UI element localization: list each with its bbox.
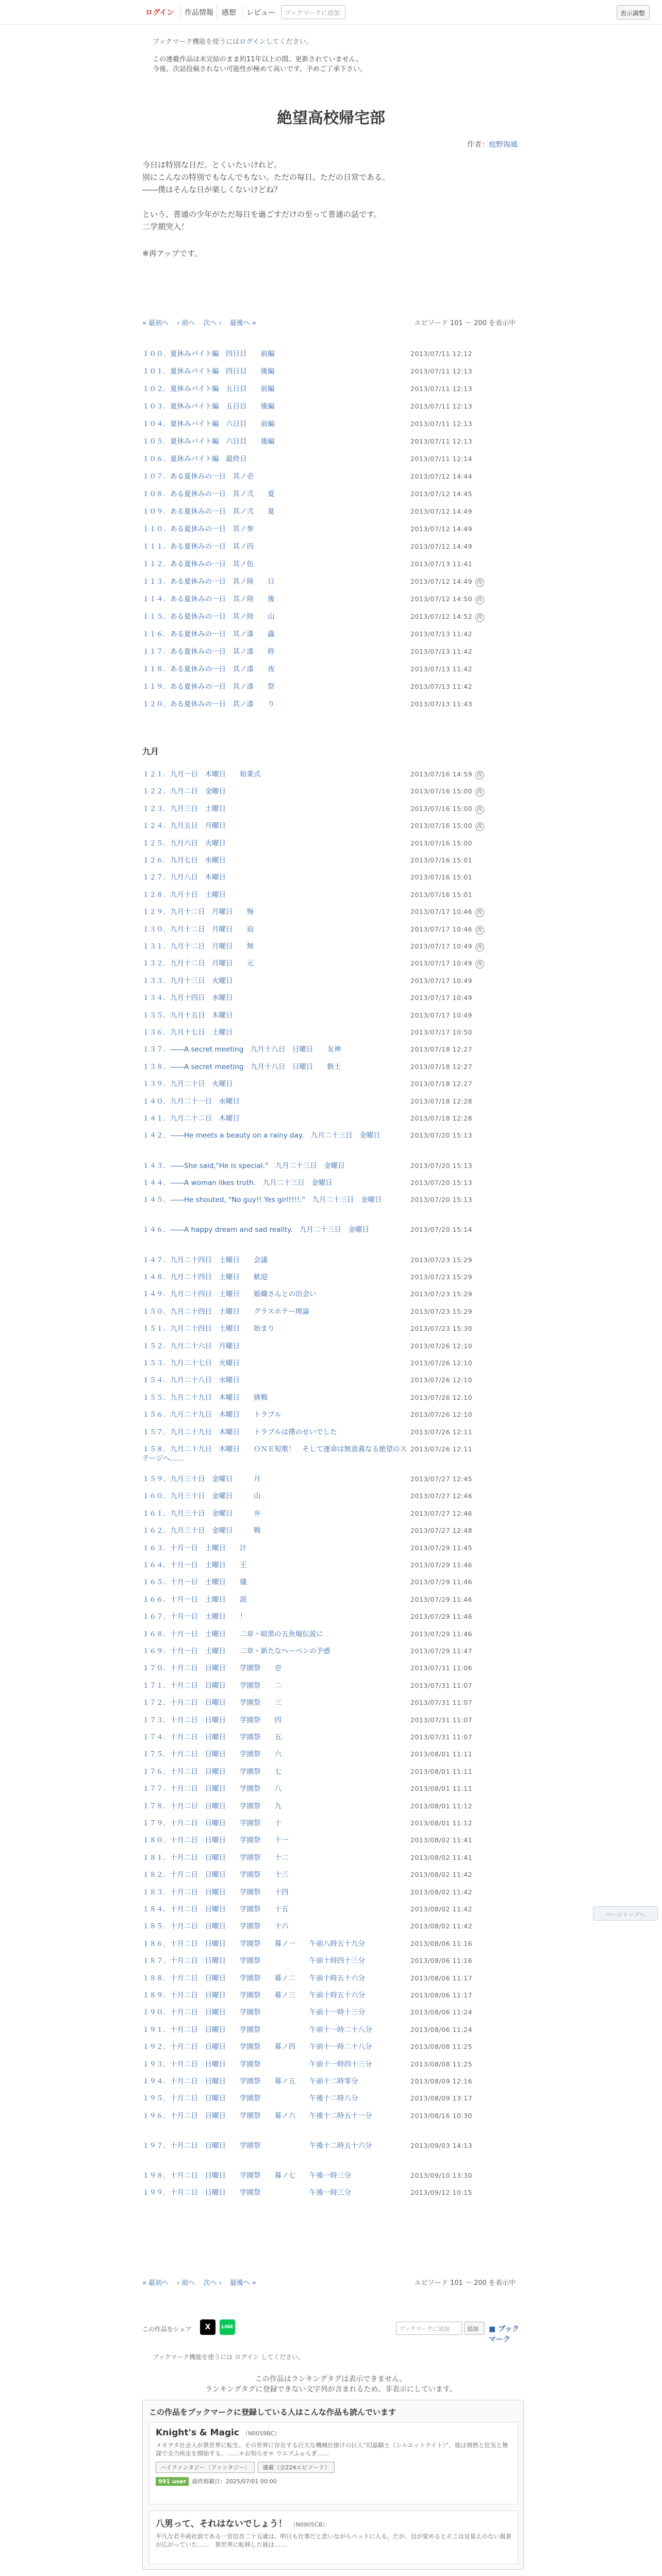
episode-link[interactable]: １６０．九月三十日 金曜日 山: [142, 1492, 261, 1501]
episode-link[interactable]: １８８．十月二日 日曜日 学園祭 幕ノ二 午前十時五十六分: [142, 1974, 365, 1982]
episode-date: 2013/07/18 12:28: [410, 1114, 473, 1122]
episode-link[interactable]: １５２．九月二十六日 月曜日: [142, 1342, 240, 1350]
episode-link[interactable]: １７６．十月二日 日曜日 学園祭 七: [142, 1767, 282, 1776]
episode-link[interactable]: １５３．九月二十七日 火曜日: [142, 1359, 240, 1367]
pager-last[interactable]: 最後へ »: [229, 2279, 256, 2287]
episode-date: 2013/07/16 14:59 改: [410, 770, 484, 779]
episode-link[interactable]: １３１．九月十二日 月曜日 無: [142, 942, 254, 951]
episode-date: 2013/08/02 11:41: [410, 1853, 473, 1861]
episode-date: 2013/07/20 15:13: [410, 1131, 473, 1140]
episode-date: 2013/08/06 11:24: [410, 2025, 473, 2033]
episode-date: 2013/07/23 15:29: [410, 1273, 473, 1281]
recommendation-card[interactable]: [149, 2511, 518, 2564]
episode-link[interactable]: １２４．九月五日 月曜日: [142, 822, 226, 831]
episode-date: 2013/07/31 11:07: [410, 1716, 473, 1724]
novel-summary: [142, 159, 524, 272]
episode-link[interactable]: １４４．――A woman likes truth. 九月二十三日 金曜日: [142, 1178, 333, 1187]
revised-badge: 改: [475, 596, 484, 604]
pager-count: エピソード 101 ～ 200 を表示中: [414, 2279, 516, 2287]
revised-badge: 改: [475, 788, 484, 796]
episode-date: 2013/08/06 11:16: [410, 1957, 473, 1965]
episode-link[interactable]: １６６．十月一日 土曜日 説: [142, 1595, 247, 1604]
episode-link[interactable]: １２６．九月七日 水曜日: [142, 856, 226, 865]
episode-link[interactable]: １０７．ある夏休みの一日 其ノ壱: [142, 472, 254, 481]
episode-date: 2013/07/16 15:01: [410, 856, 473, 864]
episode-link[interactable]: １７５．十月二日 日曜日 学園祭 六: [142, 1750, 282, 1759]
episode-date: 2013/08/06 11:24: [410, 2008, 473, 2016]
episode-date: 2013/08/09 12:16: [410, 2077, 473, 2085]
episode-date: 2013/08/01 11:11: [410, 1750, 473, 1758]
line-share-icon[interactable]: LINE: [220, 2319, 235, 2335]
episode-link[interactable]: １９１．十月二日 日曜日 学園祭 午前十一時二十八分: [142, 2025, 372, 2034]
episode-date: 2013/07/11 12:13: [410, 385, 473, 393]
episode-date: 2013/07/12 14:49 改: [410, 577, 484, 587]
pager-bottom: [142, 2277, 524, 2287]
episode-date: 2013/07/17 10:49: [410, 994, 473, 1002]
summary-paragraph: という、普通の少年がただ毎日を過ごすだけの至って普通の話です。 二学期突入！: [142, 210, 382, 231]
revised-badge: 改: [475, 578, 484, 587]
episode-date: 2013/07/31 11:07: [410, 1681, 473, 1689]
episode-date: 2013/08/01 11:11: [410, 1767, 473, 1775]
episode-date: 2013/07/12 14:44: [410, 472, 473, 480]
episode-date: 2013/07/12 14:45: [410, 490, 473, 498]
card-title[interactable]: Knight's & Magic: [156, 2428, 239, 2438]
episode-link[interactable]: １９３．十月二日 日曜日 学園祭 午前十一時四十三分: [142, 2060, 372, 2069]
episode-date: 2013/08/08 11:25: [410, 2043, 473, 2051]
episode-link[interactable]: １５７．九月二十九日 木曜日 トラブルは僕のせいでした: [142, 1428, 337, 1436]
episode-link[interactable]: １８０．十月二日 日曜日 学園祭 十一: [142, 1836, 289, 1845]
divider: [242, 5, 243, 19]
episode-link[interactable]: １９８．十月二日 日曜日 学園祭 幕ノ七 午後一時三分: [142, 2172, 351, 2180]
novel-title: 絶望高校帰宅部: [277, 109, 385, 127]
recommendations-panel: [142, 2400, 524, 2570]
episode-link[interactable]: １２７．九月八日 木曜日: [142, 873, 226, 882]
episode-date: 2013/07/29 11:46: [410, 1595, 473, 1603]
episode-date: 2013/07/12 14:49: [410, 507, 473, 515]
episode-date: 2013/07/23 15:29: [410, 1290, 473, 1298]
episode-date: 2013/07/11 12:13: [410, 402, 473, 410]
episode-link[interactable]: １９６．十月二日 日曜日 学園祭 幕ノ六 午後十二時五十一分: [142, 2111, 372, 2120]
pager-first[interactable]: « 最初へ: [142, 2279, 169, 2287]
episode-link[interactable]: １６１．九月三十日 金曜日 弁: [142, 1509, 261, 1518]
bookmark-notice: ブックマーク機能を使うにはログインしてください。: [153, 38, 313, 46]
episode-date: 2013/07/11 12:12: [410, 350, 473, 358]
author-line: 作者：庭野海風: [467, 141, 518, 149]
episode-link[interactable]: １３２．九月十二日 月曜日 元: [142, 959, 254, 968]
episode-link[interactable]: １０３．夏休みバイト編 五日目 後編: [142, 402, 275, 411]
episode-link[interactable]: １８５．十月二日 日曜日 学園祭 十六: [142, 1922, 289, 1931]
episode-link[interactable]: １３７．――A secret meeting 九月十八日 日曜日 友神: [142, 1045, 341, 1054]
ranking-notice: [0, 2374, 662, 2395]
episode-link[interactable]: １７３．十月二日 日曜日 学園祭 四: [142, 1716, 282, 1724]
episode-date: 2013/07/26 12:10: [410, 1393, 473, 1401]
summary-paragraph: 今日は特別な日だ。とくいたいけれど。 別にこんなの特別でもなんでもない。ただの毎日。ただの日常である。 ――僕はそんな日が楽しくないけどね？: [142, 160, 390, 194]
episode-date: 2013/07/16 15:00 改: [410, 787, 484, 796]
episode-date: 2013/07/18 12:27: [410, 1062, 473, 1071]
episode-link[interactable]: １８３．十月二日 日曜日 学園祭 十四: [142, 1888, 289, 1896]
episode-link[interactable]: １５９．九月三十日 金曜日 月: [142, 1475, 261, 1483]
episode-link[interactable]: １３９．九月二十日 火曜日: [142, 1080, 233, 1089]
login-link[interactable]: ログイン: [145, 9, 174, 17]
episode-date: 2013/07/11 12:14: [410, 455, 473, 463]
episode-link[interactable]: １１６．ある夏休みの一日 其ノ漆 蟲: [142, 630, 275, 638]
episode-date: 2013/09/10 13:30: [410, 2172, 473, 2179]
card-code: （N0905CB）: [290, 2521, 328, 2528]
episode-link[interactable]: １２５．九月六日 火曜日: [142, 839, 226, 848]
episode-link[interactable]: １２９．九月十二日 月曜日 悔: [142, 908, 254, 917]
episode-link[interactable]: １６７．十月一日 土曜日 ！: [142, 1613, 247, 1621]
episode-date: 2013/07/20 15:13: [410, 1178, 473, 1187]
episode-link[interactable]: １１２．ある夏休みの一日 其ノ伍: [142, 560, 254, 568]
bookmark-login-note: ブックマーク機能を使うには ログイン してください。: [153, 2353, 305, 2361]
episode-date: 2013/07/20 15:13: [410, 1161, 473, 1170]
pager-prev[interactable]: ‹ 前へ: [177, 319, 195, 327]
episode-link[interactable]: １５５．九月二十九日 木曜日 挑戦: [142, 1393, 268, 1402]
episode-date: 2013/07/17 10:46 改: [410, 925, 484, 935]
episode-date: 2013/07/29 11:46: [410, 1613, 473, 1621]
episode-link[interactable]: １３０．九月十二日 月曜日 迫: [142, 925, 254, 934]
card-description: 平凡な若手商社員である一宮信吾二十五歳は、明日も仕事だと思いながらベッドに入る。だが、目が覚めるとそこは見覚えのない風景が広がっていた…… 異世界に転移した彼は……: [156, 2533, 511, 2548]
episode-date: 2013/07/26 12:10: [410, 1411, 473, 1419]
notice-line: この連載作品は未完結のまま約11年以上の間、更新されていません。: [153, 56, 363, 63]
episode-link[interactable]: １０９．ある夏休みの一日 其ノ弐 夏: [142, 507, 275, 516]
rank-line: ランキングタグに登録できない文字列が含まれるため、非表示にしています。: [205, 2385, 457, 2394]
top-bar: [0, 0, 662, 25]
episode-link[interactable]: １７１．十月二日 日曜日 学園祭 二: [142, 1681, 282, 1690]
episode-link[interactable]: １８４．十月二日 日曜日 学園祭 十五: [142, 1905, 289, 1913]
notice-line: 今後、次話投稿されない可能性が極めて高いです。予めご了承下さい。: [153, 65, 367, 73]
episode-date: 2013/08/16 10:30: [410, 2111, 473, 2120]
episode-link[interactable]: １３５．九月十五日 木曜日: [142, 1011, 233, 1020]
episode-date: 2013/07/26 12:10: [410, 1342, 473, 1350]
episode-date: 2013/07/23 15:30: [410, 1325, 473, 1333]
episode-date: 2013/08/02 11:42: [410, 1905, 473, 1913]
nav-review[interactable]: レビュー: [246, 9, 275, 17]
rank-line: この作品はランキングタグは表示できません。: [255, 2375, 407, 2383]
episode-date: 2013/07/16 15:01: [410, 873, 473, 882]
share-label: この作品をシェア: [142, 2326, 192, 2333]
episode-date: 2013/07/18 12:28: [410, 1097, 473, 1105]
episode-date: 2013/07/16 15:00: [410, 839, 473, 847]
episode-link[interactable]: １２１．九月一日 木曜日 始業式: [142, 770, 261, 778]
episode-link[interactable]: １９０．十月二日 日曜日 学園祭 午前十一時十三分: [142, 2008, 365, 2017]
episode-link[interactable]: １６２．九月三十日 金曜日 戦: [142, 1527, 261, 1535]
episode-link[interactable]: １１３．ある夏休みの一日 其ノ陸 日: [142, 578, 275, 586]
episode-date: 2013/07/27 12:46: [410, 1509, 473, 1517]
episode-date: 2013/07/20 15:13: [410, 1196, 473, 1204]
episode-date: 2013/07/13 11:42: [410, 648, 473, 655]
episode-date: 2013/08/06 11:17: [410, 1991, 473, 1999]
episode-date: 2013/07/13 11:42: [410, 630, 473, 638]
episode-link[interactable]: １０１．夏休みバイト編 四日目 後編: [142, 367, 275, 376]
episode-link[interactable]: １１４．ある夏休みの一日 其ノ陸 後: [142, 595, 275, 603]
recommendations-heading: この作品をブックマークに登録している人はこんな作品も読んでいます: [149, 2408, 396, 2417]
episode-link[interactable]: １５０．九月二十四日 土曜日 グラスホテー理論: [142, 1307, 309, 1316]
episode-link[interactable]: １１７．ある夏休みの一日 其ノ漆 終: [142, 648, 275, 656]
episode-link[interactable]: １０６．夏休みバイト編 最終日: [142, 455, 247, 463]
bookmark-link[interactable]: ■ ブックマーク: [489, 2325, 520, 2344]
episode-date: 2013/07/27 12:48: [410, 1527, 473, 1535]
episode-date: 2013/09/03 14:13: [410, 2141, 473, 2149]
episode-link[interactable]: １６４．十月一日 土曜日 王: [142, 1561, 247, 1569]
episode-date: 2013/07/18 12:27: [410, 1080, 473, 1088]
episode-date: 2013/07/29 11:47: [410, 1647, 473, 1655]
episode-date: 2013/07/29 11:46: [410, 1630, 473, 1638]
episode-date: 2013/08/09 13:17: [410, 2094, 473, 2103]
episode-link[interactable]: １５４．九月二十八日 水曜日: [142, 1376, 240, 1385]
pager-first[interactable]: « 最初へ: [142, 319, 169, 327]
episode-link[interactable]: １０５．夏休みバイト編 六日目 後編: [142, 437, 275, 446]
episode-link[interactable]: １４７．九月二十四日 土曜日 会議: [142, 1256, 268, 1264]
episode-link[interactable]: １５６．九月二十九日 木曜日 トラブル: [142, 1411, 282, 1419]
episode-date: 2013/08/02 11:42: [410, 1871, 473, 1879]
card-updated: 最終掲載日：2025/07/01 00:00: [192, 2478, 277, 2485]
episode-link[interactable]: １８２．十月二日 日曜日 学園祭 十三: [142, 1871, 289, 1879]
episode-link[interactable]: １４２．――He meets a beauty on a rainy day. 九月二十三日 金曜日: [142, 1131, 380, 1140]
episode-link[interactable]: １２２．九月二日 金曜日: [142, 787, 226, 796]
card-tags: [156, 2462, 511, 2473]
card-tag[interactable]: ハイファンタジー〔ファンタジー〕: [156, 2462, 255, 2473]
episode-date: 2013/08/02 11:41: [410, 1836, 473, 1844]
episode-date: 2013/07/23 15:29: [410, 1307, 473, 1315]
episode-link[interactable]: １８７．十月二日 日曜日 学園祭 午前十時四十三分: [142, 1957, 365, 1965]
bookmark-input[interactable]: ブックマークに追加: [396, 2321, 462, 2335]
card-title[interactable]: 八男って、それはないでしょう！: [156, 2519, 287, 2529]
episode-link[interactable]: １６３．十月一日 土曜日 汁: [142, 1544, 247, 1552]
episode-link[interactable]: １４３．――She said,"He is special." 九月二十三日 金曜日: [142, 1161, 345, 1170]
episode-date: 2013/07/17 10:46 改: [410, 907, 484, 917]
episode-date: 2013/07/29 11:46: [410, 1578, 473, 1586]
episode-link[interactable]: １１５．ある夏休みの一日 其ノ陸 山: [142, 613, 275, 621]
card-meta: [156, 2477, 511, 2485]
card-description: メカヲタ社会人が異世界に転生。その世界に存在する巨大な機械仕掛けの巨人“幻晶騎士（シルエットナイト）”、彼は情熱と狂気と無謀で全力疾走を開始する。……＊お知らせ＊ ウエブふぉらぎ……: [156, 2442, 508, 2457]
episode-date: 2013/07/26 12:11: [410, 1428, 473, 1436]
episode-link[interactable]: １８１．十月二日 日曜日 学園祭 十二: [142, 1853, 289, 1862]
episode-date: 2013/07/11 12:13: [410, 437, 473, 445]
x-share-icon[interactable]: X: [200, 2319, 216, 2335]
episode-date: 2013/07/26 12:10: [410, 1359, 473, 1367]
bookmark-add-button[interactable]: 追加: [464, 2321, 485, 2335]
episode-date: 2013/07/29 11:45: [410, 1544, 473, 1552]
revised-badge: 改: [475, 943, 484, 952]
chapter-title: 九月: [142, 747, 159, 756]
card-code: （N0059BC）: [242, 2430, 280, 2437]
episode-link[interactable]: １９７．十月二日 日曜日 学園祭 午後十二時五十六分: [142, 2141, 372, 2150]
episode-date: 2013/07/12 14:52 改: [410, 612, 484, 622]
pager-count: エピソード 101 ～ 200 を表示中: [414, 319, 516, 327]
recommendation-card[interactable]: [149, 2422, 518, 2504]
revised-badge: 改: [475, 926, 484, 935]
episode-date: 2013/07/12 14:50 改: [410, 595, 484, 604]
page-top-button[interactable]: ページトップへ: [593, 1906, 658, 1921]
episode-date: 2013/07/11 12:13: [410, 420, 473, 428]
episode-link[interactable]: １２０．ある夏休みの一日 其ノ漆 り: [142, 700, 275, 708]
episode-link[interactable]: １２８．九月十日 土曜日: [142, 890, 226, 899]
episode-date: 2013/07/13 11:42: [410, 665, 473, 673]
nav-novel-info[interactable]: 作品情報: [185, 9, 213, 17]
revised-badge: 改: [475, 822, 484, 831]
episode-date: 2013/07/17 10:49: [410, 1011, 473, 1019]
episode-date: 2013/07/31 11:07: [410, 1699, 473, 1707]
episode-date: 2013/07/26 12:11: [410, 1445, 473, 1453]
episode-link[interactable]: １１０．ある夏休みの一日 其ノ参: [142, 525, 254, 533]
episode-link[interactable]: １７０．十月二日 日曜日 学園祭 壱: [142, 1664, 282, 1673]
discontinued-notice: [153, 55, 367, 74]
episode-date: 2013/09/12 10:15: [410, 2189, 473, 2197]
episode-link[interactable]: １７９．十月二日 日曜日 学園祭 十: [142, 1819, 282, 1827]
episode-date: 2013/07/23 15:29: [410, 1256, 473, 1264]
episode-date: 2013/07/31 11:06: [410, 1664, 473, 1672]
episode-link[interactable]: １４６．――A happy dream and sad reality. 九月二十三日 金曜日: [142, 1226, 369, 1234]
share-bar: [142, 2317, 524, 2344]
episode-date: 2013/07/16 15:00 改: [410, 821, 484, 831]
episode-date: 2013/08/01 11:12: [410, 1819, 473, 1827]
episode-link[interactable]: １１９．ある夏休みの一日 其ノ漆 祭: [142, 683, 275, 691]
episode-link[interactable]: １３８．――A secret meeting 九月十八日 日曜日 骸士: [142, 1062, 341, 1071]
episode-date: 2013/07/16 15:01: [410, 890, 473, 899]
episode-link[interactable]: １７８．十月二日 日曜日 学園祭 九: [142, 1802, 282, 1810]
revised-badge: 改: [475, 960, 484, 969]
author-link[interactable]: 庭野海風: [489, 141, 518, 149]
episode-date: 2013/07/13 11:43: [410, 700, 473, 708]
episode-link[interactable]: １０２．夏休みバイト編 五日目 前編: [142, 385, 275, 393]
episode-link[interactable]: １３３．九月十三日 火曜日: [142, 976, 233, 985]
episode-link[interactable]: １５１．九月二十四日 土曜日 始まり: [142, 1325, 275, 1333]
revised-badge: 改: [475, 613, 484, 622]
episode-date: 2013/08/01 11:12: [410, 1802, 473, 1810]
episode-link[interactable]: １３６．九月十七日 土曜日: [142, 1028, 233, 1037]
pager-top: [142, 317, 524, 327]
episode-link[interactable]: １７２．十月二日 日曜日 学園祭 三: [142, 1699, 282, 1707]
episode-date: 2013/07/17 10:49 改: [410, 959, 484, 969]
nav-impressions[interactable]: 感想: [222, 9, 236, 17]
episode-date: 2013/07/13 11:42: [410, 683, 473, 690]
episode-link[interactable]: １８９．十月二日 日曜日 学園祭 幕ノ三 午前十時五十六分: [142, 1991, 365, 1999]
episode-date: 2013/07/20 15:14: [410, 1226, 473, 1234]
episode-link[interactable]: １００．夏休みバイト編 四日目 前編: [142, 350, 275, 358]
episode-date: 2013/07/17 10:49 改: [410, 942, 484, 952]
pager-prev[interactable]: ‹ 前へ: [177, 2279, 195, 2287]
episode-date: 2013/07/13 11:41: [410, 560, 473, 568]
episode-link[interactable]: １４０．九月二十一日 水曜日: [142, 1097, 240, 1106]
episode-date: 2013/07/11 12:13: [410, 367, 473, 375]
episode-date: 2013/08/08 11:25: [410, 2060, 473, 2068]
card-score: 991 user: [156, 2477, 189, 2486]
episode-link[interactable]: １９４．十月二日 日曜日 学園祭 幕ノ五 午前十二時零分: [142, 2077, 358, 2086]
bookmark-input[interactable]: ブックマークに追加: [281, 5, 345, 19]
pager-next[interactable]: 次へ ›: [203, 2279, 222, 2287]
episode-date: 2013/08/06 11:17: [410, 1974, 473, 1982]
episode-link[interactable]: １６９．十月一日 土曜日 二章・新たなヘーベンの予感: [142, 1647, 330, 1655]
episode-date: 2013/08/02 11:42: [410, 1922, 473, 1930]
episode-link[interactable]: １０８．ある夏休みの一日 其ノ弐 夏: [142, 490, 275, 498]
revised-badge: 改: [475, 805, 484, 814]
revised-badge: 改: [475, 771, 484, 779]
episode-date: 2013/07/16 15:00 改: [410, 804, 484, 814]
episode-date: 2013/08/01 11:11: [410, 1785, 473, 1793]
episode-date: 2013/07/31 11:07: [410, 1733, 473, 1741]
episode-date: 2013/07/12 14:49: [410, 543, 473, 550]
episode-date: 2013/07/27 12:45: [410, 1475, 473, 1483]
episode-link[interactable]: １８６．十月二日 日曜日 学園祭 幕ノ一 午前八時五十九分: [142, 1939, 365, 1948]
episode-date: 2013/07/29 11:46: [410, 1561, 473, 1569]
episode-link[interactable]: １５８．九月二十九日 木曜日 ＯＮＥ短歌！ そして運命は無意義なる絶望のステージへ……: [142, 1445, 407, 1463]
episode-link[interactable]: １１８．ある夏休みの一日 其ノ漆 夜: [142, 665, 275, 673]
login-link[interactable]: ログイン: [239, 38, 266, 46]
episode-link[interactable]: １７７．十月二日 日曜日 学園祭 八: [142, 1785, 282, 1793]
episode-link[interactable]: １９５．十月二日 日曜日 学園祭 午後十二時八分: [142, 2094, 358, 2103]
episode-link[interactable]: １６５．十月一日 土曜日 儀: [142, 1578, 247, 1587]
summary-paragraph: ※再アップです。: [142, 249, 202, 258]
episode-date: 2013/07/18 12:27: [410, 1045, 473, 1054]
episode-link[interactable]: １９９．十月二日 日曜日 学園祭 午後一時三分: [142, 2189, 351, 2197]
episode-date: 2013/07/17 10:50: [410, 1028, 473, 1036]
episode-date: 2013/07/17 10:49: [410, 976, 473, 985]
episode-date: 2013/08/02 11:42: [410, 1888, 473, 1896]
divider: [180, 5, 181, 19]
pager-next[interactable]: 次へ ›: [203, 319, 222, 327]
episode-link[interactable]: １０４．夏休みバイト編 六日目 前編: [142, 420, 275, 428]
display-settings-button[interactable]: 表示調整: [617, 5, 650, 20]
revised-badge: 改: [475, 908, 484, 917]
episode-link[interactable]: １４１．九月二十二日 木曜日: [142, 1114, 240, 1123]
episode-link[interactable]: １７４．十月二日 日曜日 学園祭 五: [142, 1733, 282, 1741]
episode-date: 2013/07/12 14:49: [410, 525, 473, 533]
episode-link[interactable]: １３４．九月十四日 水曜日: [142, 994, 233, 1003]
episode-date: 2013/07/27 12:46: [410, 1492, 473, 1500]
episode-link[interactable]: １４５．――He shouted, "No guy!! Yes girl!!!!." 九月二十三日 金曜日: [142, 1196, 382, 1205]
episode-link[interactable]: １６８．十月一日 土曜日 二章・暗黒の五魚堀伝説に: [142, 1630, 323, 1638]
card-tag: 連載（全224エピソード）: [258, 2462, 335, 2473]
pager-last[interactable]: 最後へ »: [229, 319, 256, 327]
episode-link[interactable]: １９２．十月二日 日曜日 学園祭 幕ノ四 午前十一時二十八分: [142, 2043, 372, 2052]
episode-link[interactable]: １４８．九月二十四日 土曜日 歓迎: [142, 1273, 268, 1281]
episode-link[interactable]: １４９．九月二十四日 土曜日 姫織さんとの出会い: [142, 1290, 317, 1299]
episode-link[interactable]: １１１．ある夏休みの一日 其ノ四: [142, 543, 254, 551]
episode-link[interactable]: １２３．九月三日 土曜日: [142, 804, 226, 813]
episode-date: 2013/07/26 12:10: [410, 1376, 473, 1384]
episode-date: 2013/08/06 11:16: [410, 1939, 473, 1947]
